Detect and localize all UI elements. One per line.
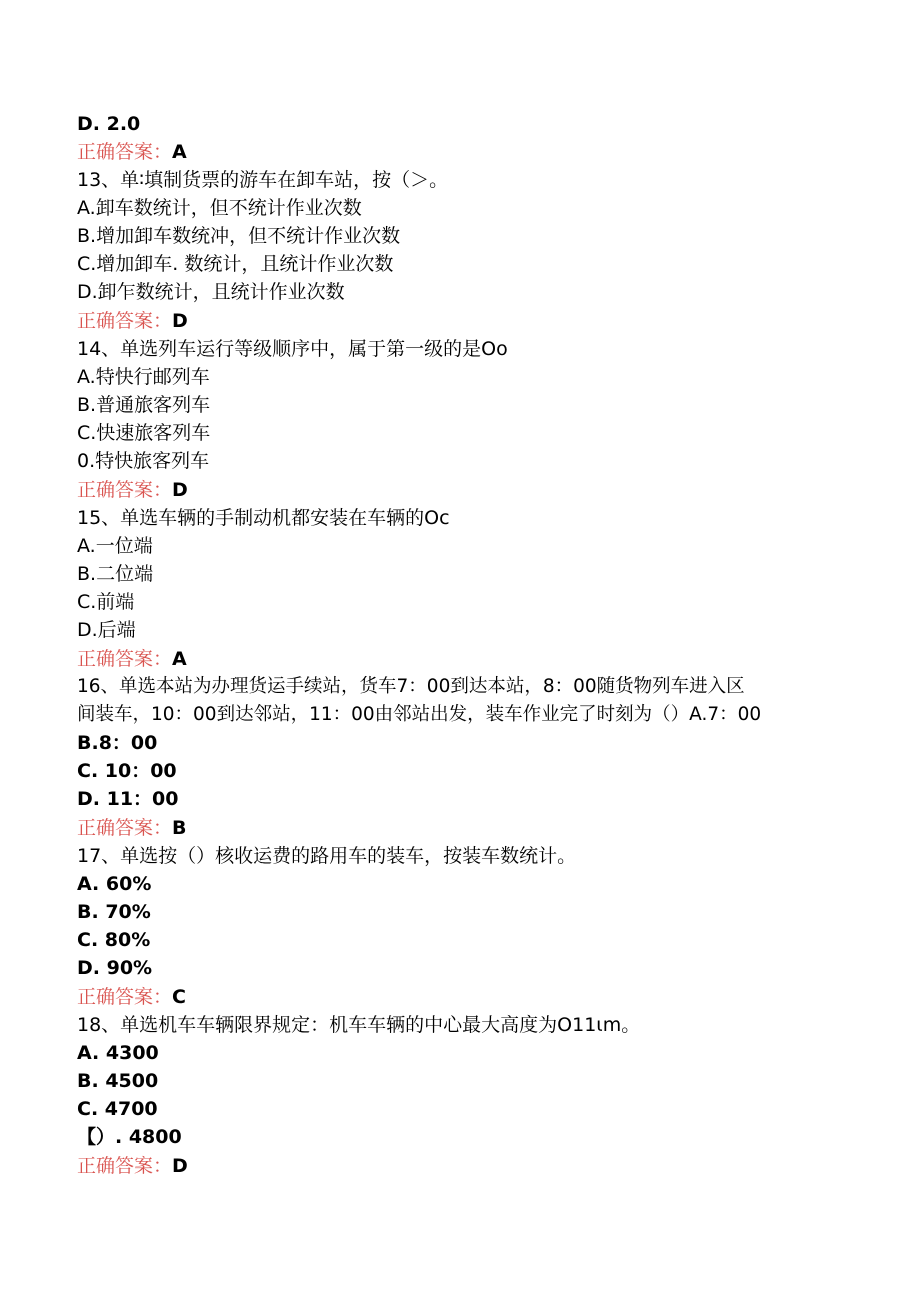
answer-value: D	[172, 1155, 188, 1177]
question-line: 13、单∶填制货票的游车在卸车站，按（＞。	[77, 169, 449, 191]
answer-label: 正确答案：	[77, 479, 173, 501]
option-line: C.前端	[77, 591, 135, 613]
option-line: A. 4300	[77, 1042, 159, 1064]
answer-line	[77, 816, 187, 840]
answer-line	[77, 647, 187, 671]
answer-value: B	[172, 817, 187, 839]
option-line: A. 60%	[77, 873, 152, 895]
question-line: 间装车，10：00到达邻站，11：00由邻站出发，装车作业完了时刻为（）A.7：00	[77, 704, 762, 725]
answer-label: 正确答案：	[77, 310, 173, 332]
option-line: C. 4700	[77, 1098, 158, 1120]
option-line: C.增加卸车. 数统计，且统计作业次数	[77, 253, 394, 275]
answer-label: 正确答案：	[77, 986, 173, 1008]
answer-label: 正确答案：	[77, 141, 173, 163]
answer-line	[77, 140, 187, 164]
option-line: B.普通旅客列车	[77, 394, 211, 416]
option-line: B.8：00	[77, 732, 158, 754]
question-line: 15、单选车辆的手制动机都安装在车辆的Oc	[77, 507, 450, 529]
option-line: D. 2.0	[77, 113, 141, 135]
option-line: 0.特快旅客列车	[77, 450, 210, 472]
option-line: A.卸车数统计，但不统计作业次数	[77, 197, 362, 219]
answer-value: A	[172, 648, 187, 670]
option-line: A.特快行邮列车	[77, 366, 210, 388]
question-line: 16、单选本站为办理货运手续站，货车7：00到达本站，8：00随货物列车进入区	[77, 676, 745, 697]
option-line: C.快速旅客列车	[77, 422, 211, 444]
option-line: B.二位端	[77, 563, 154, 585]
answer-label: 正确答案：	[77, 648, 173, 670]
answer-line	[77, 478, 188, 502]
question-line: 18、单选机车车辆限界规定：机车车辆的中心最大高度为O11ιm。	[77, 1014, 641, 1036]
answer-line	[77, 309, 188, 333]
option-line: C. 10：00	[77, 760, 177, 782]
option-line: D. 90%	[77, 957, 153, 979]
question-line: 14、单选列车运行等级顺序中，属于第一级的是Oo	[77, 338, 508, 360]
option-line: D.后端	[77, 619, 136, 641]
answer-value: D	[172, 479, 188, 501]
answer-label: 正确答案：	[77, 1155, 173, 1177]
answer-line	[77, 985, 186, 1009]
option-line: A.一位端	[77, 535, 153, 557]
answer-line	[77, 1154, 188, 1178]
option-line: C. 80%	[77, 929, 151, 951]
option-line: D. 11：00	[77, 788, 179, 810]
option-line: B. 70%	[77, 901, 151, 923]
answer-label: 正确答案：	[77, 817, 173, 839]
option-line: D.卸乍数统计，且统计作业次数	[77, 281, 345, 303]
question-line: 17、单选按（）核收运费的路用车的装车，按装车数统计。	[77, 845, 577, 867]
answer-value: C	[172, 986, 186, 1008]
option-line: 【）. 4800	[77, 1126, 182, 1148]
answer-value: D	[172, 310, 188, 332]
answer-value: A	[172, 141, 187, 163]
option-line: B.增加卸车数统冲，但不统计作业次数	[77, 225, 401, 247]
option-line: B. 4500	[77, 1070, 159, 1092]
